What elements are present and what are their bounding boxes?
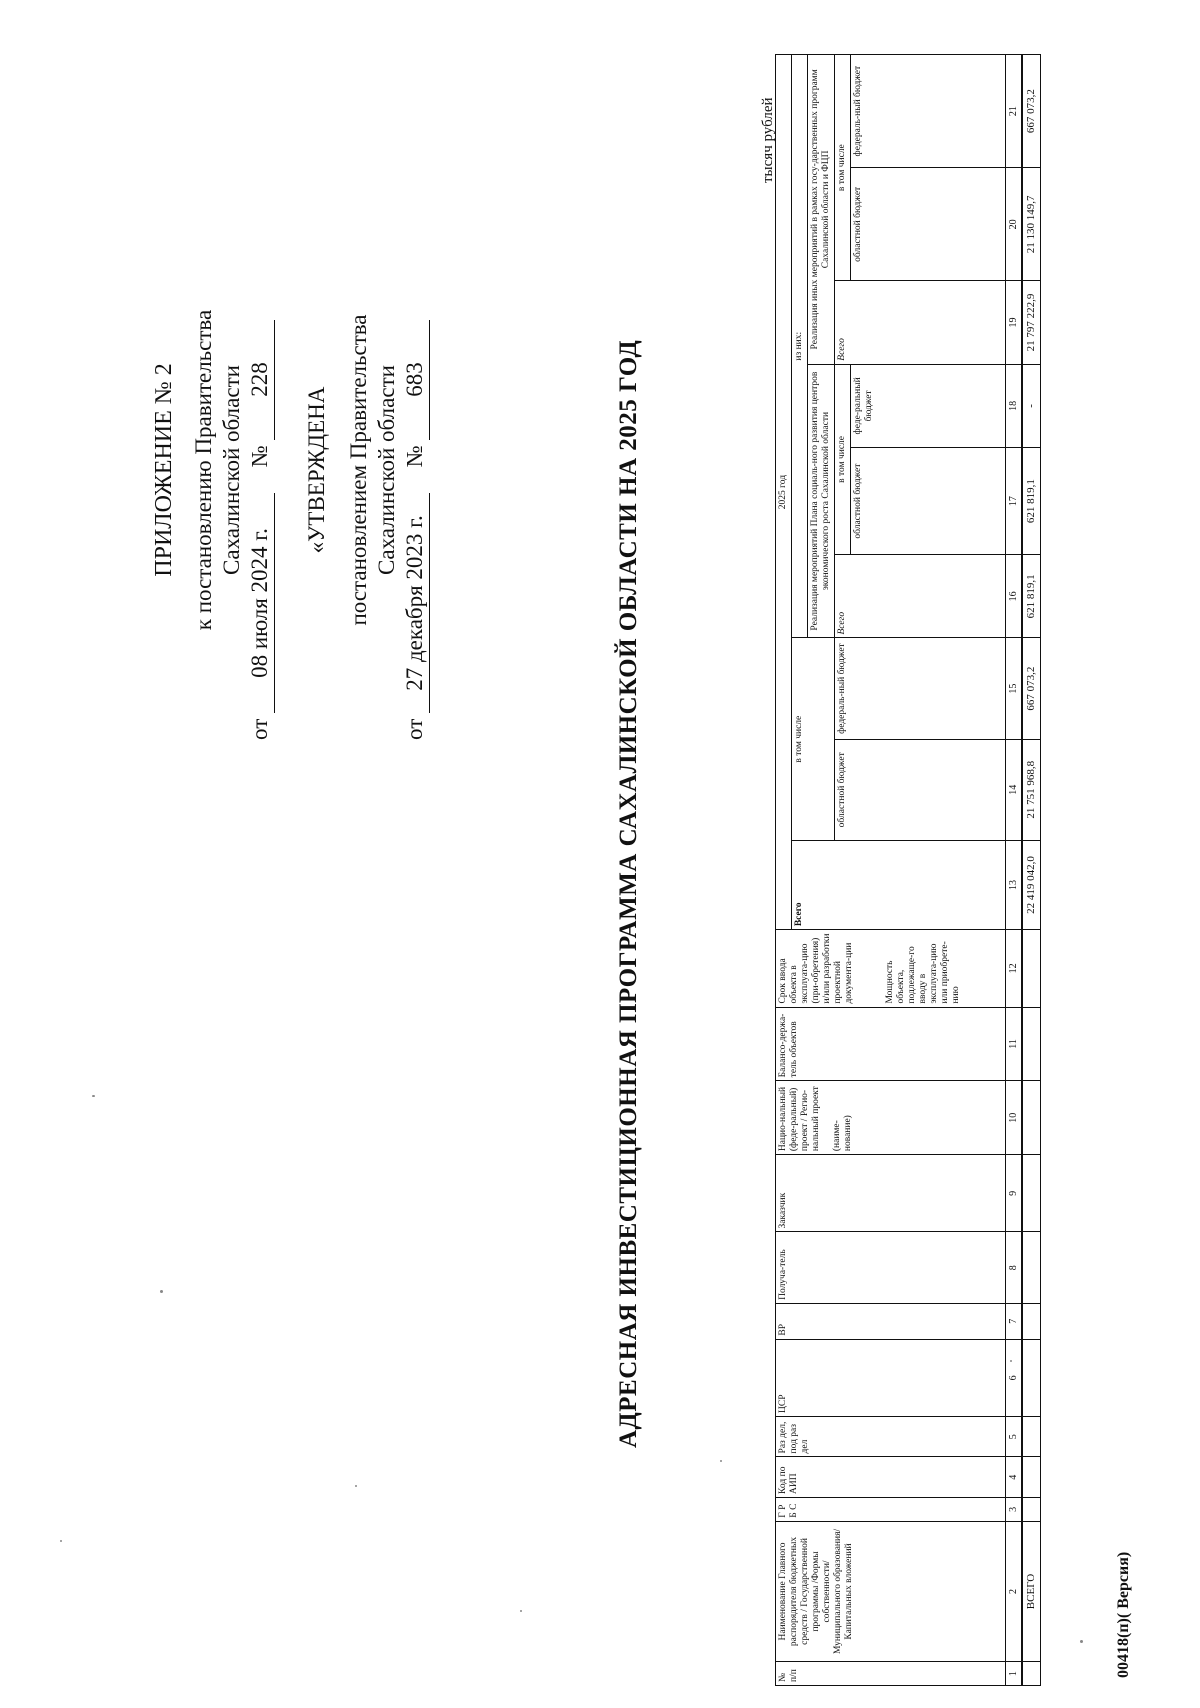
col-number: 4 [1006,1457,1023,1497]
hdr-other-regional: областной бюджет [851,168,1006,281]
appendix-decree: к постановлению Правительства [191,309,216,631]
hdr-other-measures: Реализация иных мероприятий в рамках госу-дарственных программ Сахалинской области и ФЦП [808,55,835,365]
appendix-number-label: № [247,445,272,468]
hdr-section: Раз дел, под раз дел [776,1417,1006,1457]
col-number: 20 [1006,168,1023,281]
col-number: 18 [1006,364,1023,447]
hdr-csr: ЦСР [776,1339,1006,1416]
approved-date-line [401,260,430,740]
total-label: ВСЕГО [1022,1521,1041,1661]
total-regional: 21 751 968,8 [1022,739,1041,840]
approved-region: Сахалинской области [374,365,399,575]
scan-speck [355,1485,357,1487]
hdr-capacity: Мощность объекта, подлежаще-го вводу в эксплуата-цию или приобрете-нию [885,941,961,1004]
total-cell-empty [1022,1417,1041,1457]
hdr-year: 2025 год [776,55,792,930]
hdr-customer: Заказчик [776,1155,1006,1232]
total-other: 21 797 222,9 [1022,281,1041,364]
total-cell-empty [1022,930,1041,1007]
version-label: 00418(п)( Версия) [1115,1551,1132,1678]
col-number: 21 [1006,55,1023,168]
total-cell-empty [1022,1339,1041,1416]
total-cell-empty [1022,1457,1041,1497]
col-number: 8 [1006,1232,1023,1303]
scan-speck [520,1610,522,1612]
column-numbers-row [1006,55,1023,1686]
hdr-aip-code: Код по АИП [776,1457,1006,1497]
hdr-plan-including: в том числе [835,364,851,554]
hdr-regional-budget: областной бюджет [835,739,1006,840]
scan-speck [92,1095,95,1097]
total-cell-empty [1022,1497,1041,1521]
col-number: 11 [1006,1007,1023,1081]
approved-from-label: от [402,718,427,740]
col-number: 9 [1006,1155,1023,1232]
hdr-holder: Балансо-держа-тель объектов [776,1007,1006,1081]
hdr-recipient: Получа-тель [776,1232,1006,1303]
total-cell-empty [1022,1303,1041,1339]
total-all: 22 419 042,0 [1022,840,1041,929]
hdr-other-total: Всего [835,281,1006,364]
hdr-grbs: Г Р Б С [776,1497,1006,1521]
hdr-plan-federal: феде-ральный бюджет [851,364,1006,447]
total-cell-empty [1022,1081,1041,1155]
hdr-plan-regional: областной бюджет [851,448,1006,555]
scan-speck [1010,1360,1012,1362]
hdr-name: Наименование Главного распорядителя бюджетных средств / Государственной программы /Формы собственности/ Муниципального образования/ Капитальных вложений [776,1521,1006,1661]
col-number: 14 [1006,739,1023,840]
hdr-project-title: Нацио-нальный (феде-ральный) проект / Регио-нальный проект [778,1086,821,1152]
col-number: 2 [1006,1521,1023,1661]
col-number: 6 [1006,1339,1023,1416]
appendix-title: ПРИЛОЖЕНИЕ № 2 [151,363,177,577]
hdr-including: в том числе [792,638,835,840]
total-federal: 667 073,2 [1022,638,1041,739]
document-title: АДРЕСНАЯ ИНВЕСТИЦИОННАЯ ПРОГРАММА САХАЛИНСКОЙ ОБЛАСТИ НА 2025 ГОД [615,339,642,1448]
col-number: 10 [1006,1081,1023,1155]
units-label: тысяч рублей [760,97,776,183]
total-other-federal: 667 073,2 [1022,55,1041,168]
hdr-plan-total: Всего [835,555,1006,638]
hdr-vr: ВР [776,1303,1006,1339]
col-number: 16 [1006,555,1023,638]
col-number: 3 [1006,1497,1023,1521]
appendix-from-label: от [247,718,272,740]
col-number: 15 [1006,638,1023,739]
total-other-regional: 21 130 149,7 [1022,168,1041,281]
hdr-deadline-title: Срок ввода объекта в эксплуата-цию (при-обретения) и/или разработки проектной документа-ции [778,933,854,1004]
col-number: 13 [1006,840,1023,929]
scan-speck [720,1460,722,1462]
col-number: 5 [1006,1417,1023,1457]
hdr-total: Всего [792,840,1006,929]
appendix-number: 228 [246,320,275,440]
hdr-num: № п/п [776,1662,1006,1686]
hdr-plan-measures: Реализация мероприятий Плана социаль-ного развития центров экономического роста Сахалинской области [808,364,835,638]
col-number: 12 [1006,930,1023,1007]
appendix-date: 08 июля 2024 г. [246,493,275,713]
total-cell-empty [1022,1232,1041,1303]
appendix-date-line [246,260,275,740]
col-number: 17 [1006,448,1023,555]
hdr-federal-budget: федераль-ный бюджет [835,638,1006,739]
scan-speck [1080,1640,1083,1643]
approved-number-label: № [402,445,427,468]
approval-block [150,260,430,740]
total-plan: 621 819,1 [1022,555,1041,638]
appendix-region: Сахалинской области [219,365,244,575]
col-number: 1 [1006,1662,1023,1686]
approved-title: «УТВЕРЖДЕНА [304,386,329,554]
hdr-other-federal: федераль-ный бюджет [851,55,1006,168]
col-number: 7 [1006,1303,1023,1339]
col-number: 19 [1006,281,1023,364]
approved-date: 27 декабря 2023 г. [401,493,430,713]
hdr-project [776,1081,1006,1155]
total-cell-empty [1022,1662,1041,1686]
total-row [1022,55,1041,1686]
total-cell-empty [1022,1007,1041,1081]
total-plan-federal: - [1022,364,1041,447]
approved-number: 683 [401,320,430,440]
scan-speck [60,1540,62,1542]
total-plan-regional: 621 819,1 [1022,448,1041,555]
investment-table [775,54,1041,1686]
hdr-project-name: (наиме-нование) [832,1115,853,1152]
hdr-other-including: в том числе [835,55,851,281]
approved-decree: постановлением Правительства [346,314,371,626]
scan-speck [160,1290,163,1293]
total-cell-empty [1022,1155,1041,1232]
hdr-of-which: из них: [792,55,808,639]
hdr-deadline [776,930,1006,1007]
